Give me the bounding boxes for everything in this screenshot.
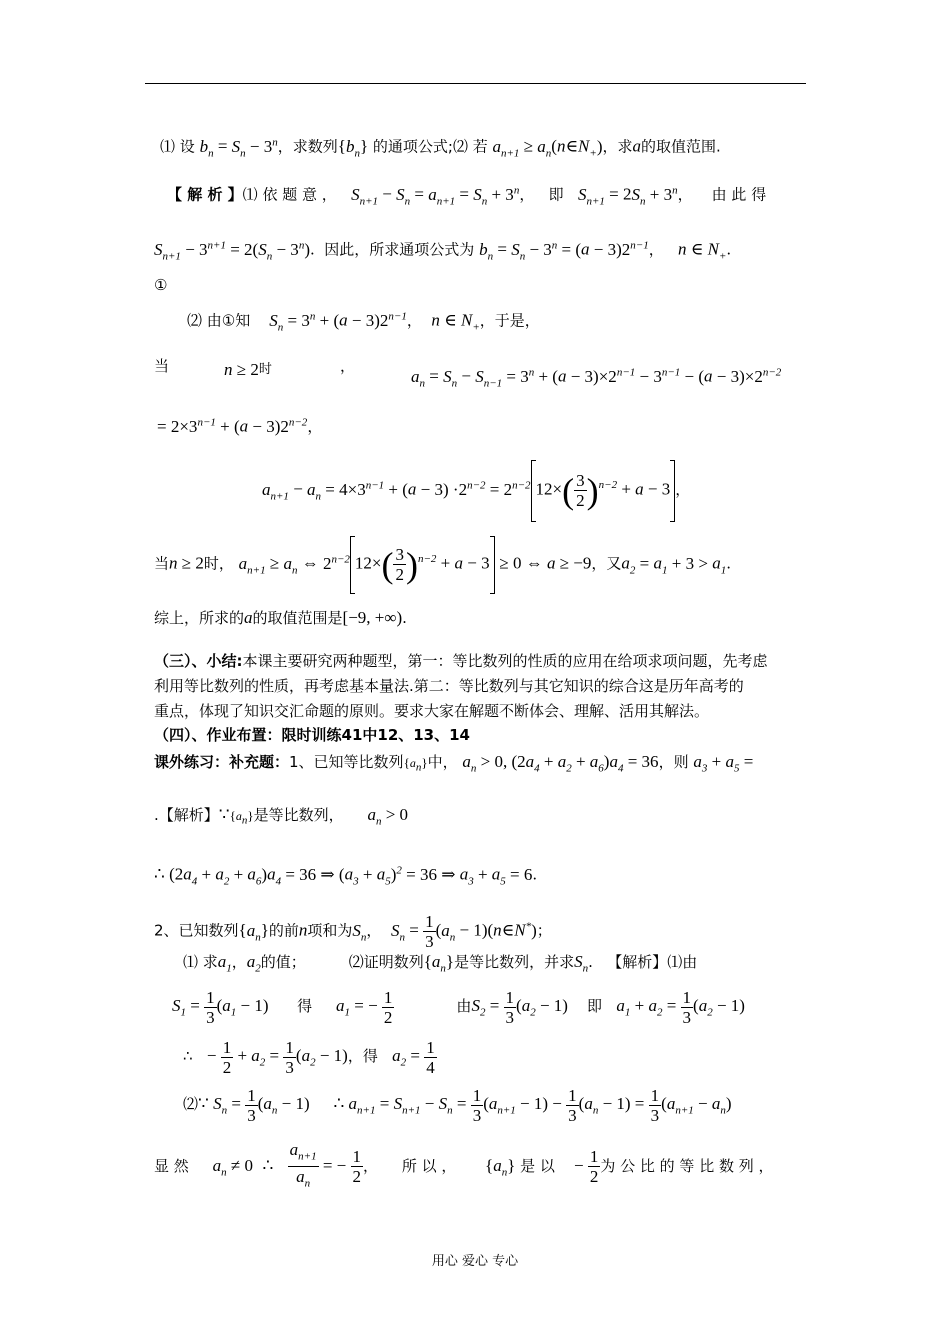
extra-q1: 课外练习：补充题：1、已知等比数列$\{a_n\}$中， $a_n > 0$, $(2a_4 + a_2 + a_6)a_4 = 36$，则 $a_3 + a_5$ = <box>154 752 754 775</box>
header-rule <box>145 83 806 84</box>
q2-line-3: $S_1$ = $\frac{1}{3}$ $(a_1 - 1)$ 得 $a_1$ = − $\frac{1}{2}$ 由$S_2$ = $\frac{1}{3}$ $(a_2 - 1)$ 即 $a_1 + a_2$ = $\frac{1}{3}$ $(a_2 - 1)$ <box>172 987 745 1027</box>
q2-line-6: 显 然 $a_n \ne 0$ ∴ $\frac{a_{n+1}}{a_n}$ = − $\frac{1}{2}$ ， 所 以 ， $\{a_n\}$ 是 以 − $\frac{1}{2}$ 为 公 比 的 等 比 数 列 ， <box>154 1140 774 1190</box>
page-footer: 用心 爱心 专心 <box>431 1254 519 1269</box>
extra-sol-2: ∴ $(2a_4 + a_2 + a_6)a_4 = 36$ ⇒ $(a_3 + a_5)^2 = 36$ ⇒ $a_3 + a_5 = 6$. <box>154 864 538 888</box>
solution-line-4a: 当 <box>154 357 170 375</box>
solution-line-6: $a_{n+1} - a_n = 4\times 3^{n-1} + (a - 3) \cdot 2^{n-2} = 2^{n-2}$ 12×( $\frac{3}{2}$ )$^{n-2}$ + a − 3 ， <box>262 458 690 523</box>
q2-line-5: ⑵∵ $S_n$ = $\frac{1}{3}$ $(a_n - 1)$ ∴ $a_{n+1} = S_{n+1} - S_n$ = $\frac{1}{3}$ $(a_{n+1} - 1)$ − $\frac{1}{3}$ $(a_n - 1)$ = $\frac{1}{3}$ $(a_{n+1} - a_n)$ <box>183 1085 732 1125</box>
solution-line-4c: ， <box>340 357 356 375</box>
solution-line-7: 当n ≥ 2时， $a_{n+1} \ge a_n$ ⇔ $2^{n-2}$ 12×( $\frac{3}{2}$ )$^{n-2}$ + a − 3 ≥ 0 ⇔ a ≥ −9，又$a_2 = a_1 + 3 > a_1$. <box>154 534 731 595</box>
problem-line-1: ⑴ 设 $b_n = S_n - 3^n$，求数列$\{b_n\}$ 的通项公式;⑵ 若 $a_{n+1}$ ≥ $a_n(n\in N_+)$，求a的取值范围. <box>160 136 721 160</box>
solution-line-5: = $2\times 3^{n-1} + (a - 3)2^{n-2}$， <box>157 416 323 436</box>
solution-conclusion: 综上，所求的a的取值范围是[−9, +∞). <box>154 608 407 627</box>
summary-line-1: （三）、小结:本课主要研究两种题型，第一：等比数列的性质的应用在给项求项问题，先考虑 <box>154 652 768 670</box>
summary-line-3: 重点，体现了知识交汇命题的原则。要求大家在解题不断体会、理解、活用其解法。 <box>154 702 710 720</box>
circle-one: ① <box>154 276 168 294</box>
solution-line-4d: $a_n = S_n - S_{n-1} = 3^n + (a - 3)\times 2^{n-1} - 3^{n-1} - (a - 3)\times 2^{n-2}$ <box>411 366 782 390</box>
extra-sol-1: .【解析】$\because\{a_n\}$是等比数列， $a_n > 0$ <box>154 805 409 828</box>
solution-line-2: $S_{n+1} - 3^{n+1} = 2(S_n - 3^n)$. 因此，所求通项公式为 $b_n = S_n - 3^n = (a - 3)2^{n-1}$， n ∈ $N_+$. <box>154 239 732 263</box>
homework: （四）、作业布置：限时训练41中12、13、14 <box>154 726 470 744</box>
solution-line-4b: n ≥ 2时 <box>224 360 272 379</box>
q2-line-2: ⑴ 求$a_1$，$a_2$的值； ⑵证明数列$\{a_n\}$是等比数列，并求$S_n$. 【解析】⑴由 <box>183 952 698 975</box>
solution-line-3: ⑵ 由①知 $S_n = 3^n + (a - 3)2^{n-1}$， n ∈ $N_+$，于是， <box>187 310 540 334</box>
q2-line-1: 2、已知数列$\{a_n\}$的前n项和为$S_n$， $S_n$ = $\frac{1}{3}$ ($a_n$ − 1)(n∈N*)； <box>154 912 552 952</box>
summary-line-2: 利用等比数列的性质，再考虑基本量法.第二：等比数列与其它知识的综合这是历年高考的 <box>154 677 744 695</box>
solution-line-1: 【 解 析 】⑴ 依 题 意 ， $S_{n+1} - S_n = a_{n+1} = S_n + 3^n$， 即 $S_{n+1} = 2S_n + 3^n$， 由 此 得 <box>167 184 767 208</box>
q2-line-4: ∴ − $\frac{1}{2}$ + $a_2$ = $\frac{1}{3}$ $(a_2 - 1)$，得 $a_2$ = $\frac{1}{4}$ <box>183 1037 435 1077</box>
